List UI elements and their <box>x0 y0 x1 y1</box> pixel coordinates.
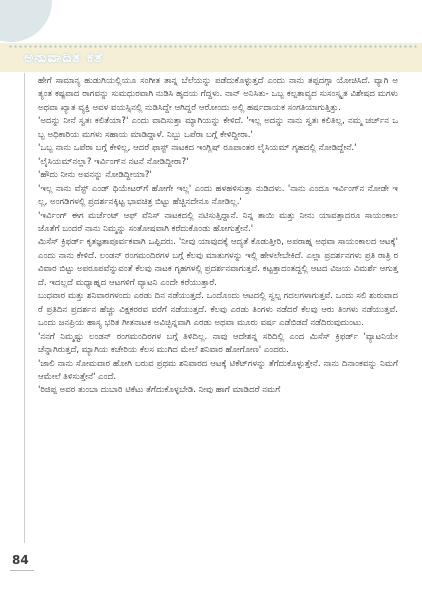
paragraph: 'ಇರ್ವಿಂಗ್ ಈಗ ಮರ್ಚೆಂಟ್ ಆಫ್ ವೆನಿಸ್ ನಾಟಕದಲ್ಲಿ ನಟಿಸುತ್ತಿದ್ದಾನೆ. ನಿನ್ನ ತಾಯಿ ಮತ್ತು ನೀನು ಯಾವತ್ತಾದರೂ ಸಾಯಂಕಾಲ ಜೊತೆಗೆ ಬಂದರೆ ನಾನು ನಿಮ್ಮನ್ನು ಸಂತೋಷವಾಗಿ ಕರೆದುಕೊಂಡು ಹೋಗುತ್ತೇನೆ.' <box>38 210 398 234</box>
paragraph: 'ಇಲ್ಲ ನಾನು ವೆಸ್ಟ್ ಎಂಡ್ ಥಿಯೇಟರ್‌ಗೆ ಹೋಗೇ ಇಲ್ಲ' ಎಂದು ಹಳಹಳಿಸುತ್ತಾ ನುಡಿದಳು. 'ನಾನು ಎಂದೂ ಇರ್ವಿಂಗ್‌ನ ನೋಡೇ ಇಲ್ಲ, ಅಂಗಡಿಗಳಲ್ಲಿ ಪ್ರದರ್ಶನಕ್ಕಿಟ್ಟ ಭಾವಚಿತ್ರ ಬಿಟ್ಟು ಹೆಚ್ಚಿನದೇನೂ ನೋಡಿಲ್ಲ.' <box>38 183 398 208</box>
left-margin-rule <box>24 73 25 543</box>
paragraph: ಹೇಗೆ ಸಾಮಾನ್ಯ ಹುಡುಗಿಯಲ್ಲಿಯೂ ಸಂಗೀತ ತಾನ್ನ ಬೆಲೆಯನ್ನು ಪಡೆದುಕೊಳ್ಳುತ್ತದೆ ಎಂದು ನಾನು ತಪ್ಪದಗ್ಗಾ ಯೋಚಿಸಿದೆ. ವ್ಯಾಗಿ ಅತ್ಯಂತ ಕಷ್ಟವಾದ ರಾಗವನ್ನು ಸುಮಧುರವಾಗಿ ನುಡಿಸಿ ಹೃದಯ ಗೆದ್ದಳು. ನಾನ್ ಅನಿಸಿತು- ಒಬ್ಬ ಕಲ್ಪತಾವ್ಯದ ಸುಸಂಸ್ಕೃತ ವಿಶೇಷದ ಮಗಳು ಅಥವಾ ಖ್ಯಾತ ವ್ಯಕ್ತಿ ಅವಳ ವಯಸ್ಸಿನಲ್ಲಿ ನುಡಿಸಿದ್ದೇ ಆಗಿದ್ದರೆ ಆರೋಂದು ಅಲ್ಲಿ ಹರ್ಷದಾಯಕ ಸಂಗತಿಯಾಗುತ್ತಿತ್ತು. <box>38 76 398 113</box>
paragraph: 'ರಿಜಿಪ್ಪ ಅವರ ತುಂಬಾ ದುಬಾರಿ ಟಿಕೆಟು ತೆಗೆದುಕೊಳ್ಳಬೇಡಿ. ನೀವು ಹಾಗೆ ಮಾಡಿದರೆ ನಮಗೆ <box>38 385 281 396</box>
paragraph: ಮಿಸೆಸ್ ಕ್ರಿಫರ್ಡ್ ಕೃತಜ್ಞತಾಪೂರ್ವಕವಾಗಿ ಒಪ್ಪಿದರು. 'ನೀವು ಯಾವುದಕ್ಕೆ ಆದ್ಯತೆ ಕೊಡುತ್ತೀರಿ, ಅಪರಾಹ್ನ ಅಥವಾ ಸಾಯಂಕಾಲದ ಆಟಕ್ಕೆ' ಎಂದು ನಾನು ಕೇಳಿದೆ. ಲಂಡನ್ ರಂಗಮಂದಿರಗಳ ಬಗ್ಗೆ ಕೆಲವು ಮಾತುಗಳನ್ನು ಇಲ್ಲಿ ಹೇಳಲೇಬೇಕಿದೆ. ಎಲ್ಲಾ ಪ್ರದರ್ಶನಗಳು ಪ್ರತಿ ರಾತ್ರಿ ರವಿವಾರ ಬಿಟ್ಟು ಅಪರೂಪವೆನ್ನುವಂತೆ ಕೆಲವು ನಾಟಕ ಗೃಹಗಳಲ್ಲಿ ಪ್ರದರ್ಶನವಾಗುತ್ತವೆ. ಕಟ್ಟತ್ತಾದಂತದ್ದಲ್ಲಿ ಆಟದ ವಿಜಯ ವಿಮರ್ಶೆ ಆಗುತ್ತದೆ. ಇದಲ್ಲದೆ ಮಧ್ಯಾಹ್ನದ ಆಟಗಳಿಗೆ ವ್ಯಾಟನಿ ಎಂದೇ ಕರೆಯುತ್ತಾರೆ. <box>38 237 398 288</box>
page-number: 84 <box>12 553 29 567</box>
paragraph: ಬುಧವಾರ ಮತ್ತು ಶನಿವಾರಗಳಂದು ಎರಡು ದಿನ ನಡೆಯುತ್ತದೆ. ಒಂದೊಂದು ಆಟದಲ್ಲಿ ಸ್ವಲ್ಪ ಗದಲಗಳಾಗುತ್ತವೆ. ಒಂದು ಸಲಿ ಶುರುವಾದರೆ ಪ್ರತಿದಿನ ಪ್ರದರ್ಶನ ಹೆಚ್ಚು ವಿಕ್ಷಕರರವ ವರೆಗೆ ನಡೆಯುತ್ತದೆ. ಕೆಲವು ಎರಡು ತಿಂಗಳು ನಡೆದರೆ ಕೆಲವು ಆರು ತಿಂಗಳು ನಡೆಯುತ್ತವೆ. ಒಂದು ಜನಪ್ರಿಯ ಹಾಸ್ಯ ಭರಿತ ಗೀತನಾಟಕ ಅವಿಚ್ಛಿನ್ನವಾಗಿ ಎರಡು ಅಥವಾ ಮೂರು ವರ್ಷ ಎಡೆಬಿಡದೆ ನಡೆದಿರುವುದುಂಟು. <box>38 291 398 329</box>
decorative-corner-circle <box>0 0 52 42</box>
paragraph: 'ಲೈಸಿಯಮ್‌ನಲ್ಲಾ? ಇರ್ವಿಂಗ್‌ನ ನಟನೆ ನೋಡಿದ್ದೀರಾ?' <box>38 156 189 167</box>
paragraph: 'ನನಗೆ ನಿಮ್ಮಷ್ಟು ಲಂಡನ್ ರಂಗಮಂದಿರಗಳ ಬಗ್ಗೆ ತಿಳಿದಿಲ್ಲ. ನಾವು ಆದೇಶನ್ನ ಸರಿದಿಲ್ಲಿ ಎಂದ ಮಿಸೆಸ್ ಕ್ರಿಫರ್ಡ್ 'ವ್ಯಾಟನಿಯೇ ಚೆನ್ನಾಗಿರುತ್ತದೆ, ಮ್ಯಾಗಿಯ ಕಚೇರಿಯ ಕೆಲಸ ಮುಗಿದ ಮೇಲೆ ಶನಿವಾರ ಹೋಗೋಣ' ಎಂದರು. <box>38 331 398 356</box>
paragraph: 'ಅದನ್ನು ನೀನೆ ಸ್ವತಃ ಕಲಿತೆಯಾ?' ಎಂದು ವಾದಿಸುತ್ತಾ ಮ್ಯಾಗಿಯನ್ನು ಕೇಳಿದೆ. 'ಇಲ್ಲ ಅದನ್ನು ನಾನು ಸ್ವತಃ ಕಲಿತಿಲ್ಲ, ನಮ್ಮ ಚರ್ಚ್‌ನ ಒಬ್ಬ ಅಧಿಕಾರಿಯ ಮಗಳು ಸಹಾಯ ಮಾಡಿದ್ದಾಳೆ. ನಿಬ್ಬು ಒಪೆರಾ ಬಗ್ಗೆ ಕೇಳಿದ್ದೀರಾ.' <box>38 116 398 140</box>
header-dotted-border <box>8 45 418 48</box>
paragraph: 'ಹೌದು ನೀನು ಅವನನ್ನು ನೋಡಿದ್ದೀಯಾ?' <box>38 170 152 181</box>
section-title: ಅನುವಾದಿತ ಕತೆ <box>24 50 104 66</box>
paragraph: 'ಜಾಲಿ ನಾನು ಸೋಮವಾರ ಹೋಗಿ ಬರುವ ಪ್ರಥಮ ಶನಿವಾರದ ಆಟಕ್ಕೆ ಟಿಕೆಟ್‌ಗಳನ್ನು ತೆಗೆದುಕೊಳ್ಳುತ್ತೇನೆ. ನಾನು ದಿನಾಂಕವನ್ನು ನಿಮಗೆ ಆಮೇಲೆ ತಿಳಿಸುತ್ತೇನೆ' ಎಂದೆ. <box>38 358 398 382</box>
paragraph: 'ಒಬ್ಬ ನಾನು ಒಪೆರಾ ಬಗ್ಗೆ ಕೇಳಿಲ್ಲ, ಆದರೆ ಫಾಸ್ಟ್ ನಾಟಕದ ಇಂಗ್ಲಿಷ್ ರೂಪಾಂತರ ಲೈಸಿಯಮ್ ಗೃಹದಲ್ಲಿ ನೋಡಿದ್ದೇನೆ.' <box>38 143 357 154</box>
page-number-underline <box>10 570 34 571</box>
story-body <box>38 75 398 398</box>
